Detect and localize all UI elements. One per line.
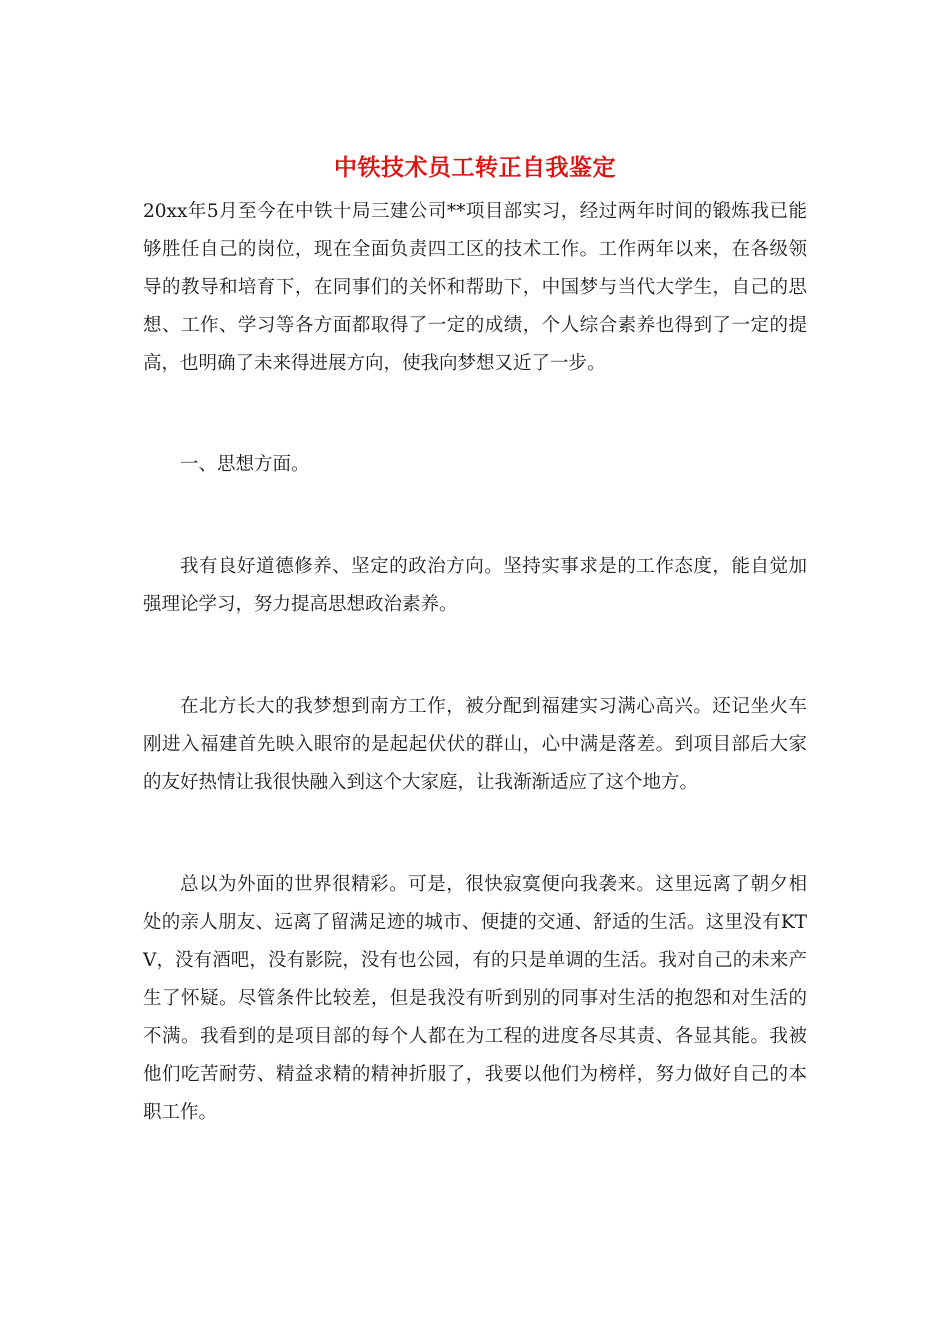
section-heading-thought: 一、思想方面。 xyxy=(180,454,310,475)
body-paragraph-2: 在北方长大的我梦想到南方工作，被分配到福建实习满心高兴。还记坐火车刚进入福建首先映入眼帘的是起起伏伏的群山，心中满是落差。到项目部后大家的友好热情让我很快融入到这个大家庭，让我渐渐适应了这个地方。 xyxy=(143,696,807,793)
intro-paragraph: 20xx年5月至今在中铁十局三建公司**项目部实习，经过两年时间的锻炼我已能够胜任自己的岗位，现在全面负责四工区的技术工作。工作两年以来，在各级领导的教导和培育下，在同事们的关怀和帮助下，中国梦与当代大学生，自己的思想、工作、学习等各方面都取得了一定的成绩，个人综合素养也得到了一定的提高，也明确了未来得进展方向，使我向梦想又近了一步。 xyxy=(143,201,807,374)
document-title: 中铁技术员工转正自我鉴定 xyxy=(334,154,616,181)
body-paragraph-1: 我有良好道德修养、坚定的政治方向。坚持实事求是的工作态度，能自觉加强理论学习，努力提高思想政治素养。 xyxy=(143,556,807,615)
body-paragraph-3: 总以为外面的世界很精彩。可是，很快寂寞便向我袭来。这里远离了朝夕相处的亲人朋友、远离了留满足迹的城市、便捷的交通、舒适的生活。这里没有KTV，没有酒吧，没有影院，没有也公园，有的只是单调的生活。我对自己的未来产生了怀疑。尽管条件比较差，但是我没有听到别的同事对生活的抱怨和对生活的不满。我看到的是项目部的每个人都在为工程的进度各尽其责、各显其能。我被他们吃苦耐劳、精益求精的精神折服了，我要以他们为榜样，努力做好自己的本职工作。 xyxy=(143,874,807,1123)
